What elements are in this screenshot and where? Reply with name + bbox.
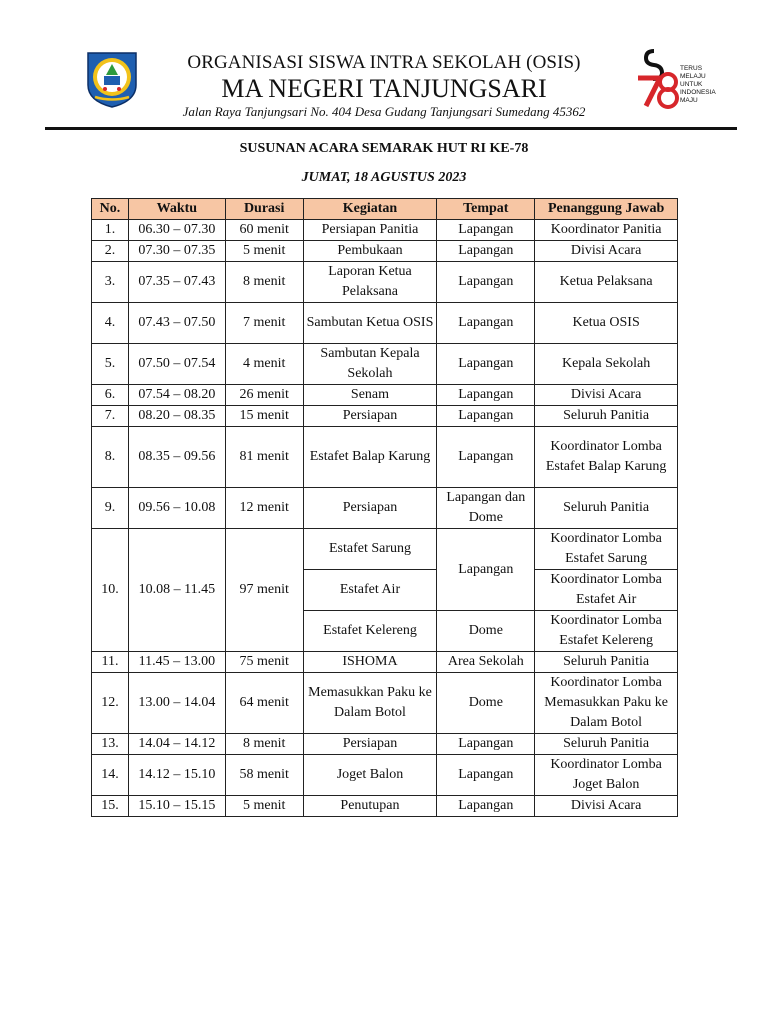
table-row — [92, 673, 678, 734]
table-row — [92, 796, 678, 817]
cell-no: 9. — [92, 488, 129, 529]
cell-waktu: 07.30 – 07.35 — [128, 241, 225, 262]
hut-slogan-line5: MAJU — [680, 97, 698, 104]
cell-pj: Seluruh Panitia — [535, 406, 678, 427]
cell-no: 8. — [92, 427, 129, 488]
cell-tempat: Lapangan — [437, 220, 535, 241]
school-address: Jalan Raya Tanjungsari No. 404 Desa Gudang Tanjungsari Sumedang 45362 — [182, 104, 586, 119]
cell-kegiatan: Estafet Balap Karung — [303, 427, 437, 488]
cell-durasi: 97 menit — [225, 529, 303, 652]
cell-no: 1. — [92, 220, 129, 241]
cell-kegiatan: Pembukaan — [303, 241, 437, 262]
cell-kegiatan: Persiapan — [303, 734, 437, 755]
cell-pj: Koordinator Lomba Memasukkan Paku ke Dalam Botol — [535, 673, 678, 734]
cell-durasi: 8 menit — [225, 734, 303, 755]
cell-no: 4. — [92, 303, 129, 344]
cell-no: 5. — [92, 344, 129, 385]
header-waktu: Waktu — [128, 199, 225, 220]
cell-tempat: Lapangan — [437, 241, 535, 262]
cell-kegiatan: Persiapan — [303, 488, 437, 529]
cell-waktu: 09.56 – 10.08 — [128, 488, 225, 529]
table-row — [92, 529, 678, 570]
cell-pj: Kepala Sekolah — [535, 344, 678, 385]
cell-pj: Divisi Acara — [535, 241, 678, 262]
cell-tempat: Lapangan dan Dome — [437, 488, 535, 529]
school-name: MA NEGERI TANJUNGSARI — [221, 74, 547, 103]
cell-kegiatan: Senam — [303, 385, 437, 406]
table-row — [92, 734, 678, 755]
cell-no: 11. — [92, 652, 129, 673]
cell-no: 13. — [92, 734, 129, 755]
cell-durasi: 8 menit — [225, 262, 303, 303]
cell-durasi: 7 menit — [225, 303, 303, 344]
cell-tempat: Lapangan — [437, 529, 535, 611]
cell-waktu: 11.45 – 13.00 — [128, 652, 225, 673]
cell-no: 15. — [92, 796, 129, 817]
cell-kegiatan: Persiapan Panitia — [303, 220, 437, 241]
cell-pj: Koordinator Lomba Estafet Air — [535, 570, 678, 611]
table-row — [92, 406, 678, 427]
table-row — [92, 303, 678, 344]
table-row — [92, 344, 678, 385]
cell-waktu: 07.54 – 08.20 — [128, 385, 225, 406]
cell-durasi: 64 menit — [225, 673, 303, 734]
cell-kegiatan: Sambutan Ketua OSIS — [303, 303, 437, 344]
cell-pj: Divisi Acara — [535, 385, 678, 406]
cell-tempat: Area Sekolah — [437, 652, 535, 673]
hut-slogan-line2: MELAJU — [680, 73, 706, 80]
hut-slogan-line1: TERUS — [680, 65, 703, 72]
cell-durasi: 5 menit — [225, 796, 303, 817]
cell-tempat: Lapangan — [437, 262, 535, 303]
header-kegiatan: Kegiatan — [303, 199, 437, 220]
header-divider — [45, 127, 737, 130]
cell-kegiatan: Estafet Sarung — [303, 529, 437, 570]
table-row — [92, 385, 678, 406]
cell-no: 6. — [92, 385, 129, 406]
cell-no: 10. — [92, 529, 129, 652]
table-row — [92, 220, 678, 241]
header-tempat: Tempat — [437, 199, 535, 220]
table-header-row — [92, 199, 678, 220]
cell-kegiatan: Estafet Air — [303, 570, 437, 611]
cell-pj: Seluruh Panitia — [535, 652, 678, 673]
cell-no: 12. — [92, 673, 129, 734]
cell-pj: Koordinator Lomba Estafet Sarung — [535, 529, 678, 570]
cell-waktu: 07.35 – 07.43 — [128, 262, 225, 303]
cell-tempat: Lapangan — [437, 755, 535, 796]
cell-waktu: 10.08 – 11.45 — [128, 529, 225, 652]
cell-durasi: 12 menit — [225, 488, 303, 529]
header-penanggung-jawab: Penanggung Jawab — [535, 199, 678, 220]
cell-waktu: 15.10 – 15.15 — [128, 796, 225, 817]
cell-no: 2. — [92, 241, 129, 262]
cell-waktu: 06.30 – 07.30 — [128, 220, 225, 241]
cell-tempat: Lapangan — [437, 796, 535, 817]
cell-tempat: Lapangan — [437, 406, 535, 427]
cell-no: 7. — [92, 406, 129, 427]
cell-pj: Seluruh Panitia — [535, 734, 678, 755]
cell-waktu: 08.35 – 09.56 — [128, 427, 225, 488]
table-row — [92, 755, 678, 796]
cell-tempat: Lapangan — [437, 734, 535, 755]
cell-pj: Seluruh Panitia — [535, 488, 678, 529]
hut-slogan-line3: UNTUK — [680, 81, 703, 88]
cell-tempat: Lapangan — [437, 427, 535, 488]
cell-waktu: 14.04 – 14.12 — [128, 734, 225, 755]
cell-pj: Ketua Pelaksana — [535, 262, 678, 303]
cell-pj: Koordinator Lomba Estafet Kelereng — [535, 611, 678, 652]
cell-kegiatan: Joget Balon — [303, 755, 437, 796]
cell-kegiatan: Laporan Ketua Pelaksana — [303, 262, 437, 303]
cell-durasi: 15 menit — [225, 406, 303, 427]
cell-durasi: 58 menit — [225, 755, 303, 796]
cell-pj: Koordinator Lomba Joget Balon — [535, 755, 678, 796]
cell-waktu: 14.12 – 15.10 — [128, 755, 225, 796]
cell-pj: Ketua OSIS — [535, 303, 678, 344]
cell-waktu: 13.00 – 14.04 — [128, 673, 225, 734]
cell-kegiatan: Persiapan — [303, 406, 437, 427]
cell-tempat: Lapangan — [437, 385, 535, 406]
cell-no: 3. — [92, 262, 129, 303]
cell-waktu: 07.50 – 07.54 — [128, 344, 225, 385]
cell-pj: Koordinator Panitia — [535, 220, 678, 241]
cell-kegiatan: Memasukkan Paku ke Dalam Botol — [303, 673, 437, 734]
cell-durasi: 60 menit — [225, 220, 303, 241]
cell-pj: Koordinator Lomba Estafet Balap Karung — [535, 427, 678, 488]
cell-no: 14. — [92, 755, 129, 796]
hut-ri-78-logo — [632, 48, 724, 110]
cell-durasi: 75 menit — [225, 652, 303, 673]
hut-slogan-line4: INDONESIA — [680, 89, 716, 96]
document-date: JUMAT, 18 AGUSTUS 2023 — [301, 170, 467, 185]
schedule-table — [91, 198, 678, 817]
cell-tempat: Dome — [437, 611, 535, 652]
cell-pj: Divisi Acara — [535, 796, 678, 817]
cell-kegiatan: Sambutan Kepala Sekolah — [303, 344, 437, 385]
cell-tempat: Lapangan — [437, 344, 535, 385]
cell-kegiatan: ISHOMA — [303, 652, 437, 673]
cell-kegiatan: Estafet Kelereng — [303, 611, 437, 652]
table-row — [92, 427, 678, 488]
header-durasi: Durasi — [225, 199, 303, 220]
cell-waktu: 07.43 – 07.50 — [128, 303, 225, 344]
table-row — [92, 488, 678, 529]
cell-tempat: Dome — [437, 673, 535, 734]
cell-durasi: 4 menit — [225, 344, 303, 385]
cell-kegiatan: Penutupan — [303, 796, 437, 817]
cell-waktu: 08.20 – 08.35 — [128, 406, 225, 427]
table-row — [92, 262, 678, 303]
table-row — [92, 241, 678, 262]
document-title: SUSUNAN ACARA SEMARAK HUT RI KE-78 — [239, 141, 529, 156]
table-row — [92, 652, 678, 673]
cell-durasi: 5 menit — [225, 241, 303, 262]
cell-durasi: 81 menit — [225, 427, 303, 488]
organization-name: ORGANISASI SISWA INTRA SEKOLAH (OSIS) — [187, 52, 581, 73]
cell-tempat: Lapangan — [437, 303, 535, 344]
cell-durasi: 26 menit — [225, 385, 303, 406]
header-no: No. — [92, 199, 129, 220]
